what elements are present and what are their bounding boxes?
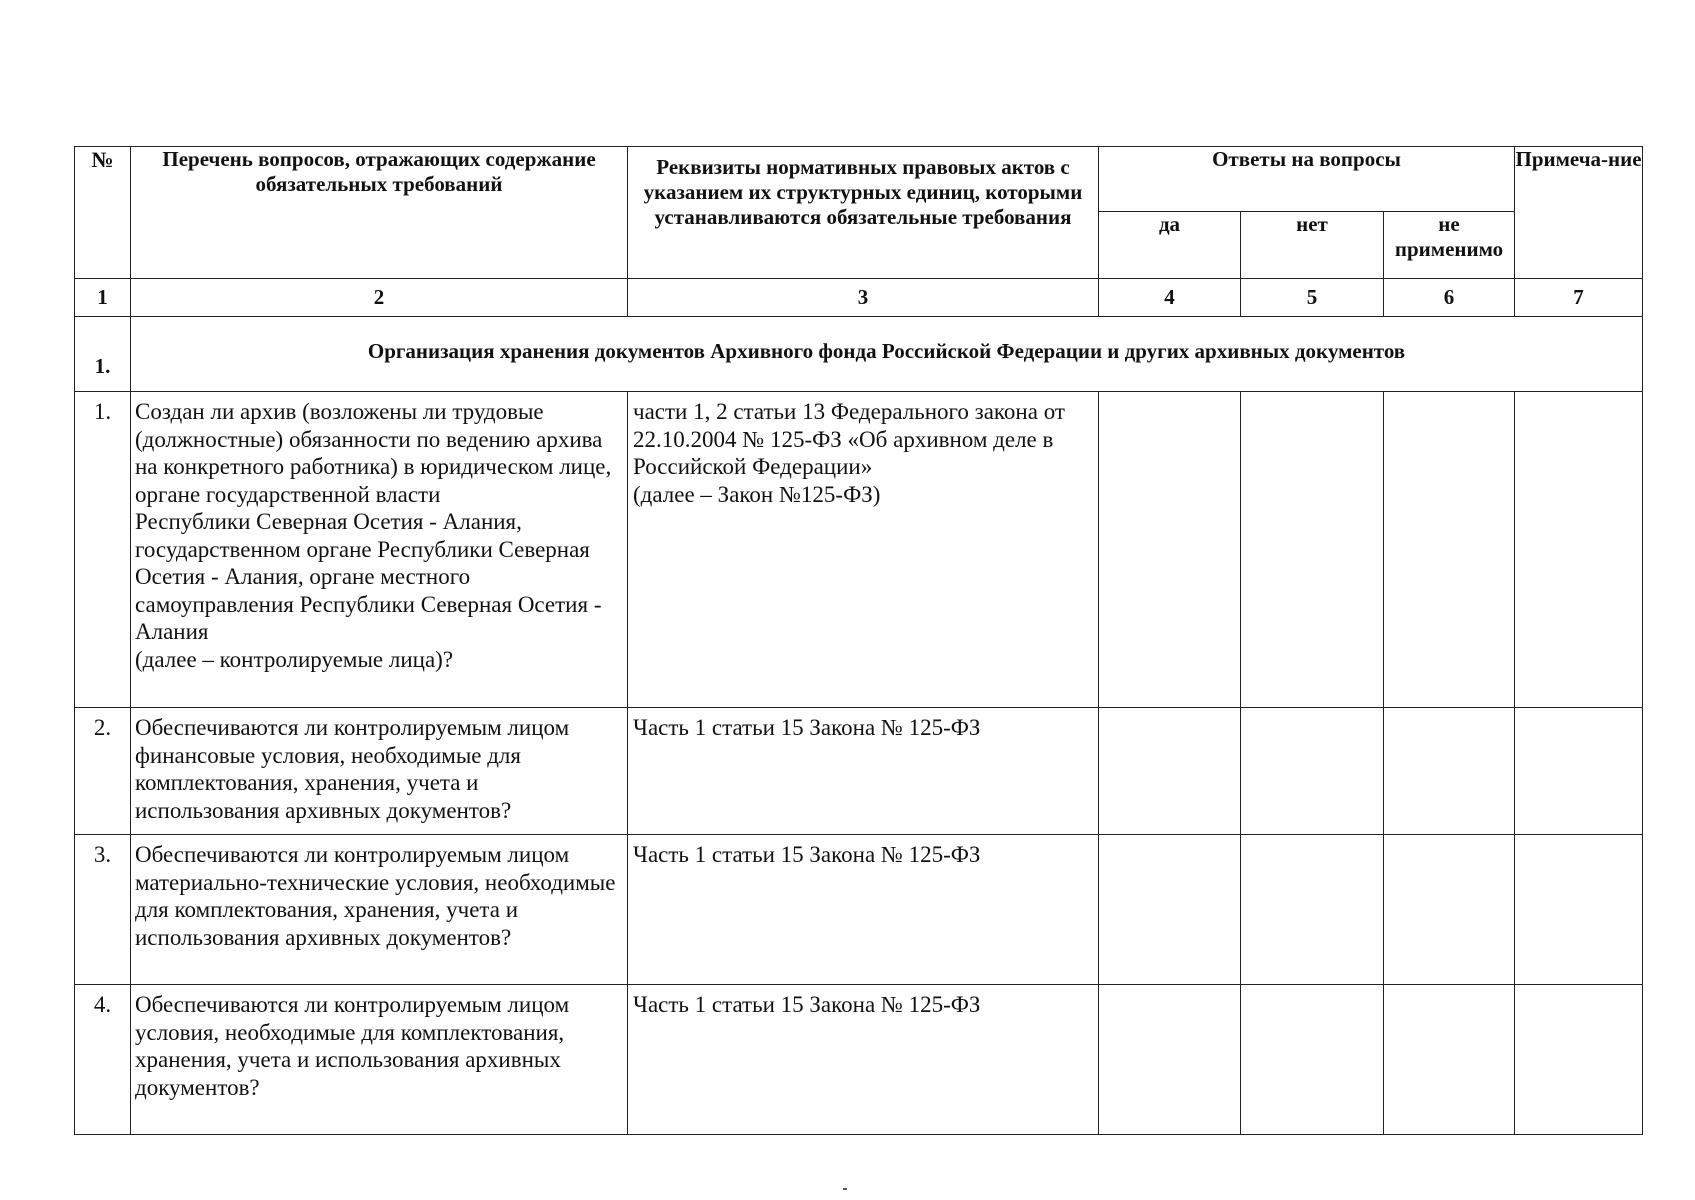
answer-no-cell[interactable]	[1241, 392, 1384, 708]
column-numbers-row	[75, 279, 1643, 317]
answer-yes-cell[interactable]	[1099, 708, 1241, 835]
header-requisites: Реквизиты нормативных правовых актов с указанием их структурных единиц, которыми устанавливаются обязательные требования	[628, 147, 1099, 279]
column-number: 7	[1515, 279, 1643, 317]
answer-not-applicable-cell[interactable]	[1384, 392, 1515, 708]
column-number: 3	[628, 279, 1099, 317]
header-questions: Перечень вопросов, отражающих содержание обязательных требований	[131, 147, 628, 279]
answer-yes-cell[interactable]	[1099, 835, 1241, 985]
answer-yes-cell[interactable]	[1099, 985, 1241, 1135]
page-number-mark	[843, 1188, 847, 1190]
answer-no-cell[interactable]	[1241, 835, 1384, 985]
row-number: 3.	[75, 835, 131, 985]
answer-not-applicable-cell[interactable]	[1384, 985, 1515, 1135]
table-row	[75, 835, 1643, 985]
section-row	[75, 317, 1643, 392]
header-note: Примеча-ние	[1515, 147, 1643, 279]
section-title: Организация хранения документов Архивного фонда Российской Федерации и других архивных документов	[131, 317, 1643, 392]
reference-text: Часть 1 статьи 15 Закона № 125-ФЗ	[628, 985, 1099, 1135]
note-cell[interactable]	[1515, 835, 1643, 985]
table-row	[75, 985, 1643, 1135]
header-answers: Ответы на вопросы	[1099, 147, 1515, 212]
question-text: Обеспечиваются ли контролируемым лицом материально-технические условия, необходимые для комплектования, хранения, учета и использования архивных документов?	[131, 835, 628, 985]
section-number: 1.	[75, 317, 131, 392]
answer-yes-cell[interactable]	[1099, 392, 1241, 708]
table-header	[75, 147, 1643, 279]
question-text: Обеспечиваются ли контролируемым лицом финансовые условия, необходимые для комплектования, хранения, учета и использования архивных документов?	[131, 708, 628, 835]
row-number: 4.	[75, 985, 131, 1135]
note-cell[interactable]	[1515, 985, 1643, 1135]
column-number: 6	[1384, 279, 1515, 317]
answer-not-applicable-cell[interactable]	[1384, 835, 1515, 985]
answer-no-cell[interactable]	[1241, 708, 1384, 835]
reference-text: Часть 1 статьи 15 Закона № 125-ФЗ	[628, 835, 1099, 985]
column-number: 5	[1241, 279, 1384, 317]
reference-text: Часть 1 статьи 15 Закона № 125-ФЗ	[628, 708, 1099, 835]
header-no: нет	[1241, 212, 1384, 279]
question-text: Обеспечиваются ли контролируемым лицом условия, необходимые для комплектования, хранения, учета и использования архивных документов?	[131, 985, 628, 1135]
column-number: 2	[131, 279, 628, 317]
row-number: 1.	[75, 392, 131, 708]
note-cell[interactable]	[1515, 392, 1643, 708]
answer-not-applicable-cell[interactable]	[1384, 708, 1515, 835]
checklist-table	[74, 146, 1643, 1135]
answer-no-cell[interactable]	[1241, 985, 1384, 1135]
note-cell[interactable]	[1515, 708, 1643, 835]
header-number: №	[75, 147, 131, 279]
reference-text: части 1, 2 статьи 13 Федерального закона от 22.10.2004 № 125-ФЗ «Об архивном деле в Российской Федерации» (далее – Закон №125-ФЗ)	[628, 392, 1099, 708]
header-yes: да	[1099, 212, 1241, 279]
column-number: 1	[75, 279, 131, 317]
column-number: 4	[1099, 279, 1241, 317]
table-row	[75, 392, 1643, 708]
table-row	[75, 708, 1643, 835]
row-number: 2.	[75, 708, 131, 835]
question-text: Создан ли архив (возложены ли трудовые (должностные) обязанности по ведению архива на конкретного работника) в юридическом лице, органе государственной власти Республики Северная Осетия - Алания, государственном органе Республики Северная Осетия - Алания, органе местного самоуправления Республики Северная Осетия - Алания (далее – контролируемые лица)?	[131, 392, 628, 708]
header-not-applicable: не применимо	[1384, 212, 1515, 279]
